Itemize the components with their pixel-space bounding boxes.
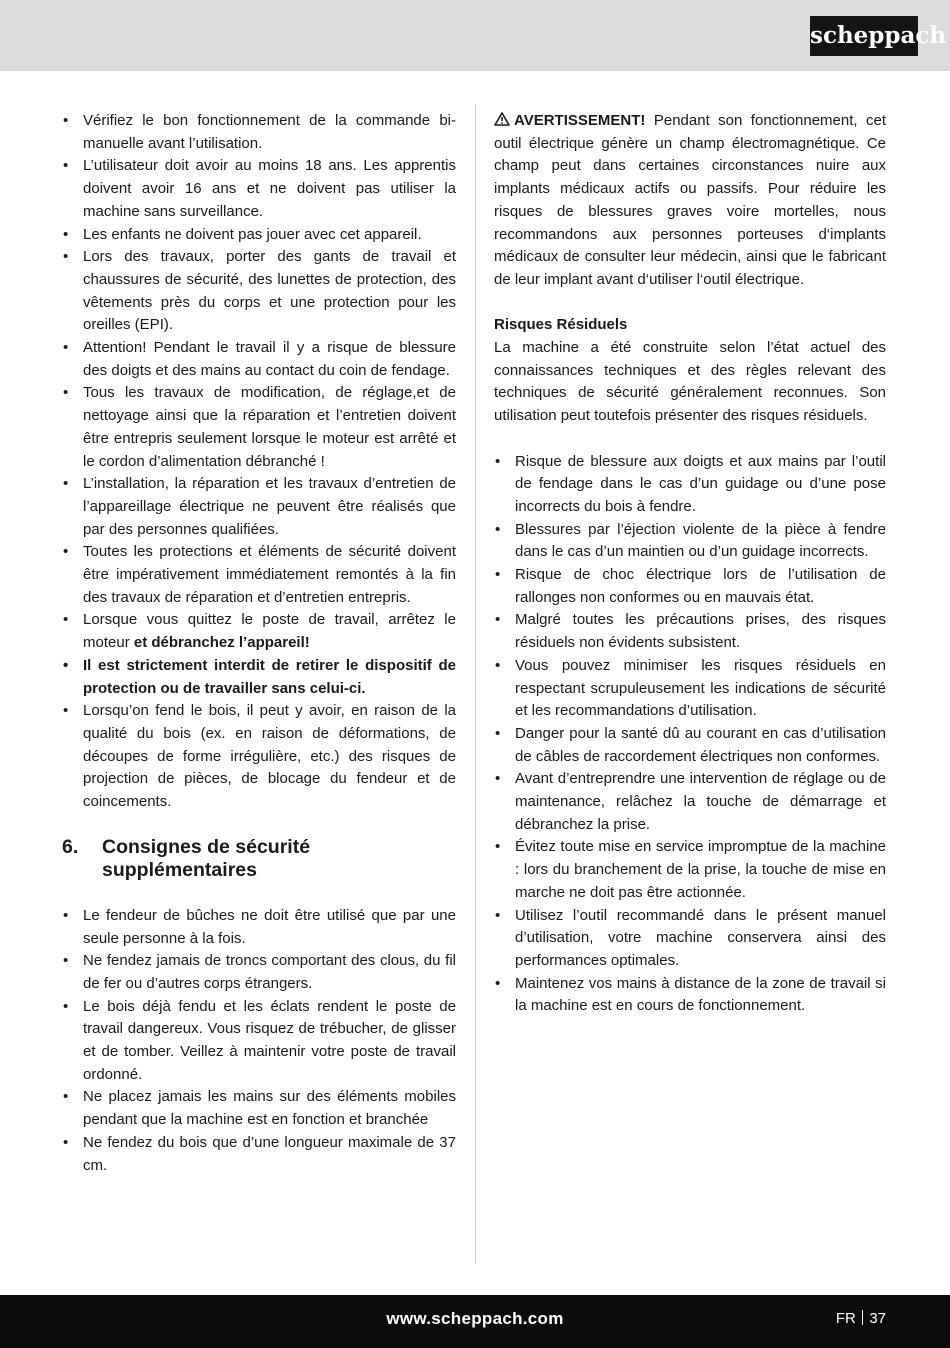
list-item: • Danger pour la santé dû au courant en cas d’utilisation de câbles de raccordement électriques non conformes. <box>494 723 886 768</box>
page-indicator <box>836 1295 886 1342</box>
footer-bar <box>0 1295 950 1348</box>
column-divider <box>475 104 476 1264</box>
language-code: FR <box>835 1310 856 1327</box>
warning-label: AVERTISSEMENT! <box>514 112 646 129</box>
list-item: • Avant d’entreprendre une intervention de réglage ou de maintenance, relâchez la touche de démarrage et débranchez la prise. <box>494 768 886 836</box>
left-column <box>62 110 456 1177</box>
residual-risks-heading: Risques Résiduels <box>494 316 628 334</box>
residual-risks-list <box>494 451 886 1019</box>
list-item: • Le fendeur de bûches ne doit être utilisé que par une seule personne à la fois. <box>62 905 456 950</box>
list-item: • L’utilisateur doit avoir au moins 18 ans. Les apprentis doivent avoir 16 ans et ne doivent pas utiliser la machine sans surveillance. <box>62 155 456 223</box>
list-item: • Risque de choc électrique lors de l’utilisation de rallonges non conformes ou en mauvais état. <box>494 564 886 609</box>
list-item: • Malgré toutes les précautions prises, des risques résiduels non évidents subsistent. <box>494 609 886 654</box>
list-item: • Lorsqu’on fend le bois, il peut y avoir, en raison de la qualité du bois (ex. en raison de déformations, de découpes de forme irrégulière, etc.) des risques de projection de pièces, de blocage du fendeur et de coincements. <box>62 700 456 814</box>
list-item: • Tous les travaux de modification, de réglage,et de nettoyage ainsi que la réparation et l’entretien doivent être entrepris seulement lorsque le moteur est arrêté et le cordon d’alimentation débranché ! <box>62 382 456 473</box>
list-item: • L’installation, la réparation et les travaux d’entretien de l’appareillage électrique ne peuvent être réalisés que par des personnes qualifiées. <box>62 473 456 541</box>
list-item: • Les enfants ne doivent pas jouer avec cet appareil. <box>62 224 456 247</box>
right-column <box>494 110 886 1018</box>
website-link[interactable]: www.scheppach.com <box>386 1309 564 1328</box>
list-item: • Utilisez l’outil recommandé dans le présent manuel d’utilisation, votre machine conservera ainsi des performances optimales. <box>494 905 886 973</box>
list-item: • Attention! Pendant le travail il y a risque de blessure des doigts et des mains au contact du coin de fendage. <box>62 337 456 382</box>
safety-list-general <box>62 110 456 814</box>
list-item: • Lors des travaux, porter des gants de travail et chaussures de sécurité, des lunettes de protection, des vêtements près du corps et une protection pour les oreilles (EPI). <box>62 246 456 337</box>
list-item-warning: • Il est strictement interdit de retirer le dispositif de protection ou de travailler sans celui-ci. <box>62 655 456 700</box>
list-item: • Risque de blessure aux doigts et aux mains par l’outil de fendage dans le cas d’un guidage ou d’une pose incorrects du bois à fendre. <box>494 451 886 519</box>
list-item <box>62 609 456 654</box>
residual-risks-intro: La machine a été construite selon l’état actuel des connaissances techniques et des règles relevant des techniques de sécurité généralement reconnues. Son utilisation peut toutefois présenter des risques résiduels. <box>494 339 886 425</box>
brand-logo: scheppach <box>810 16 918 56</box>
separator <box>862 1310 864 1325</box>
section-heading <box>62 836 456 882</box>
list-item-text: Lorsque vous quittez le poste de travail, arrêtez le moteur <box>83 611 456 652</box>
header-bar <box>0 0 950 71</box>
safety-list-additional <box>62 905 456 1177</box>
page-number: 37 <box>869 1310 886 1327</box>
list-item: • Maintenez vos mains à distance de la zone de travail si la machine est en cours de fonctionnement. <box>494 973 886 1018</box>
list-item-bold-tail: et débranchez l’appareil! <box>133 634 310 652</box>
warning-paragraph <box>494 110 886 292</box>
warning-triangle-icon <box>494 112 510 126</box>
list-item: • Toutes les protections et éléments de sécurité doivent être impérativement immédiatement remontés à la fin des travaux de réparation et d’entretien entrepris. <box>62 541 456 609</box>
list-item: • Ne placez jamais les mains sur des éléments mobiles pendant que la machine est en fonction et branchée <box>62 1086 456 1131</box>
list-item: • Ne fendez jamais de troncs comportant des clous, du fil de fer ou d’autres corps étrangers. <box>62 950 456 995</box>
list-item: • Blessures par l’éjection violente de la pièce à fendre dans le cas d’un maintien ou d’un guidage incorrects. <box>494 519 886 564</box>
warning-text: Pendant son fonctionnement, cet outil électrique génère un champ électromagnétique. Ce champ peut dans certaines circonstances nuire aux implants médicaux actifs ou passifs. Pour réduire les risques de blessures graves voire mortelles, nous recommandons aux personnes porteuses d‘implants médicaux de consulter leur médecin, ainsi que le fabricant de leur implant avant d‘utiliser l‘outil électrique. <box>494 112 886 288</box>
section-number: 6. <box>62 835 79 858</box>
list-item: • Ne fendez du bois que d’une longueur maximale de 37 cm. <box>62 1132 456 1177</box>
list-item: • Évitez toute mise en service impromptue de la machine : lors du branchement de la prise, la touche de mise en marche ne doit pas être actionnée. <box>494 836 886 904</box>
list-item: • Vérifiez le bon fonctionnement de la commande bi-manuelle avant l’utilisation. <box>62 110 456 155</box>
list-item: • Vous pouvez minimiser les risques résiduels en respectant scrupuleusement les indications de sécurité et les recommandations d’utilisation. <box>494 655 886 723</box>
spacer <box>494 428 886 451</box>
list-item: • Le bois déjà fendu et les éclats rendent le poste de travail dangereux. Vous risquez de trébucher, de glisser et de tomber. Veillez à maintenir votre poste de travail ordonné. <box>62 996 456 1087</box>
section-title: Consignes de sécurité supplémentaires <box>102 835 311 881</box>
